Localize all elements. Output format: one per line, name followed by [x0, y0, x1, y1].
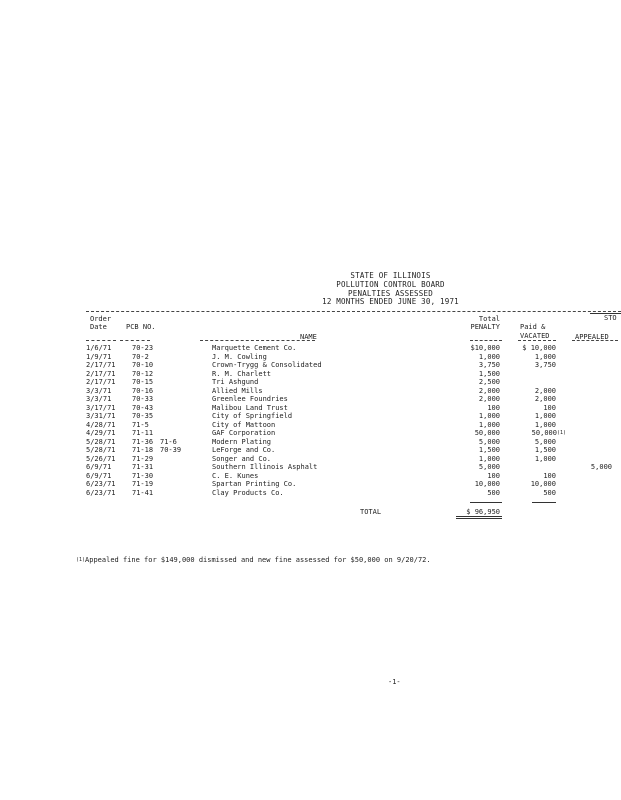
cell-total: $10,000 [470, 344, 500, 352]
table-row [0, 421, 621, 429]
cell-date: 4/28/71 [86, 421, 116, 429]
total-rule-total [470, 502, 502, 503]
cell-name: GAF Corporation [212, 429, 276, 437]
col-order-date-1: Order [90, 315, 112, 323]
cell-pcb: 70-16 [132, 387, 154, 395]
cell-paid: $ 10,000 [522, 344, 556, 352]
cell-pcb: 70-23 [132, 344, 154, 352]
cell-name: Songer and Co. [212, 455, 272, 463]
col-order-date-2: Date [90, 323, 107, 331]
cell-paid: 2,000 [534, 387, 556, 395]
cell-paid: 1,000 [534, 421, 556, 429]
cell-total: 3,750 [478, 361, 500, 369]
cell-paid: 1,000 [534, 353, 556, 361]
cell-date: 4/29/71 [86, 429, 116, 437]
col-name: NAME [300, 333, 317, 341]
cell-pcb: 70-35 [132, 412, 154, 420]
header-state: STATE OF ILLINOIS [350, 271, 431, 280]
cell-pcb: 70-43 [132, 404, 154, 412]
cell-date: 2/17/71 [86, 370, 116, 378]
cell-name: City of Mattoon [212, 421, 276, 429]
cell-name: Malibou Land Trust [212, 404, 288, 412]
cell-date: 5/26/71 [86, 455, 116, 463]
footnote-ref: (1) [556, 430, 566, 436]
col-paid-1: Paid & [520, 323, 546, 331]
cell-total: 1,500 [478, 446, 500, 454]
cell-date: 3/3/71 [86, 395, 112, 403]
table-row [0, 370, 621, 378]
cell-name: Clay Products Co. [212, 489, 284, 497]
footnote [76, 556, 431, 564]
cell-date: 2/17/71 [86, 361, 116, 369]
table-row [0, 378, 621, 386]
total-label: TOTAL [360, 508, 382, 516]
cell-pcb: 71-41 [132, 489, 154, 497]
col-cut-off: STO [604, 314, 617, 322]
cell-pcb: 71-36 [132, 438, 154, 446]
cell-date: 6/9/71 [86, 472, 112, 480]
cell-name: J. M. Cowling [212, 353, 267, 361]
table-row [0, 438, 621, 446]
table-row [0, 344, 621, 352]
header-period: 12 MONTHS ENDED JUNE 30, 1971 [322, 297, 459, 306]
total-value: $ 96,950 [466, 508, 500, 516]
cell-paid [500, 429, 566, 437]
cell-pcb: 71-5 [132, 421, 149, 429]
cell-date: 3/17/71 [86, 404, 116, 412]
header-title: PENALTIES ASSESSED [348, 289, 433, 298]
cell-pcb: 70-33 [132, 395, 154, 403]
rule-paid [518, 340, 556, 341]
cell-appealed: 5,000 [590, 463, 612, 471]
cell-paid: 1,000 [534, 412, 556, 420]
table-row [0, 387, 621, 395]
cell-total: 5,000 [478, 438, 500, 446]
total-rule-paid [532, 502, 556, 503]
cell-total: 1,000 [478, 412, 500, 420]
footnote-mark: (1) [76, 557, 86, 563]
cell-total: 100 [487, 404, 500, 412]
cell-pcb-secondary: 70-39 [160, 446, 182, 454]
cell-name: Marquette Cement Co. [212, 344, 297, 352]
rule-appealed [572, 340, 618, 341]
cell-date: 1/9/71 [86, 353, 112, 361]
cell-total: 500 [487, 489, 500, 497]
cell-date: 6/23/71 [86, 489, 116, 497]
cell-paid: 500 [543, 489, 556, 497]
rule-name [200, 340, 315, 341]
table-row [0, 395, 621, 403]
table-row [0, 455, 621, 463]
cell-name: Greenlee Foundries [212, 395, 288, 403]
col-paid-2: VACATED [520, 332, 550, 340]
table-row [0, 404, 621, 412]
cell-paid-value: 50,000 [531, 429, 557, 437]
col-pcb-no: PCB NO. [126, 323, 156, 331]
cell-total: 1,500 [478, 370, 500, 378]
cell-pcb: 71-19 [132, 480, 154, 488]
rule-date [86, 340, 116, 341]
table-row [0, 361, 621, 369]
footnote-text: Appealed fine for $149,000 dismissed and new fine assessed for $50,000 on 9/20/72. [85, 556, 431, 564]
cell-paid: 5,000 [534, 438, 556, 446]
cell-total: 2,000 [478, 387, 500, 395]
col-total-1: Total [478, 315, 500, 323]
cell-paid: 100 [543, 472, 556, 480]
page-number: -1- [388, 678, 401, 686]
cell-pcb: 70-12 [132, 370, 154, 378]
cell-total: 100 [487, 472, 500, 480]
cell-date: 6/9/71 [86, 463, 112, 471]
cell-pcb: 71-11 [132, 429, 154, 437]
cell-date: 2/17/71 [86, 378, 116, 386]
cell-name: Spartan Printing Co. [212, 480, 297, 488]
table-row [0, 353, 621, 361]
cell-pcb: 70-2 [132, 353, 149, 361]
col-appealed: APPEALED [575, 333, 609, 341]
cell-date: 3/3/71 [86, 387, 112, 395]
cell-name: Tri Ashgund [212, 378, 259, 386]
cell-pcb: 71-18 [132, 446, 154, 454]
col-total-2: PENALTY [470, 323, 500, 331]
cell-name: Allied Mills [212, 387, 263, 395]
cell-name: C. E. Kunes [212, 472, 259, 480]
cell-date: 3/31/71 [86, 412, 116, 420]
cell-pcb: 70-15 [132, 378, 154, 386]
cell-paid: 2,000 [534, 395, 556, 403]
cell-date: 1/6/71 [86, 344, 112, 352]
rule-pcb [120, 340, 150, 341]
table-row [0, 412, 621, 420]
rule-total [470, 340, 502, 341]
top-rule [86, 311, 621, 312]
cell-total: 1,000 [478, 353, 500, 361]
cell-date: 5/28/71 [86, 446, 116, 454]
cell-paid: 1,500 [534, 446, 556, 454]
cell-total: 2,000 [478, 395, 500, 403]
cell-paid: 10,000 [530, 480, 556, 488]
cell-name: Southern Illinois Asphalt [212, 463, 318, 471]
cell-total: 2,500 [478, 378, 500, 386]
cell-pcb: 71-29 [132, 455, 154, 463]
cell-pcb: 71-30 [132, 472, 154, 480]
cell-name: LeForge and Co. [212, 446, 276, 454]
cell-pcb-secondary: 71-6 [160, 438, 177, 446]
cell-name: R. M. Charlett [212, 370, 272, 378]
cell-paid: 3,750 [534, 361, 556, 369]
cell-name: Crown-Trygg & Consolidated [212, 361, 322, 369]
table-row [0, 489, 621, 497]
cell-name: City of Springfield [212, 412, 293, 420]
cell-total: 50,000 [474, 429, 500, 437]
cell-paid: 1,000 [534, 455, 556, 463]
cell-total: 10,000 [474, 480, 500, 488]
table-row [0, 480, 621, 488]
cell-paid: 100 [543, 404, 556, 412]
total-underline-2 [456, 518, 502, 519]
cell-total: 1,000 [478, 455, 500, 463]
header-board: POLLUTION CONTROL BOARD [336, 280, 445, 289]
cell-name: Modern Plating [212, 438, 272, 446]
table-row [0, 446, 621, 454]
cell-pcb: 71-31 [132, 463, 154, 471]
table-row [0, 463, 621, 471]
total-underline-1 [456, 516, 502, 517]
cell-date: 6/23/71 [86, 480, 116, 488]
cell-pcb: 70-10 [132, 361, 154, 369]
cell-total: 1,000 [478, 421, 500, 429]
cell-date: 5/28/71 [86, 438, 116, 446]
table-row [0, 472, 621, 480]
cell-total: 5,000 [478, 463, 500, 471]
table-row [0, 429, 621, 437]
